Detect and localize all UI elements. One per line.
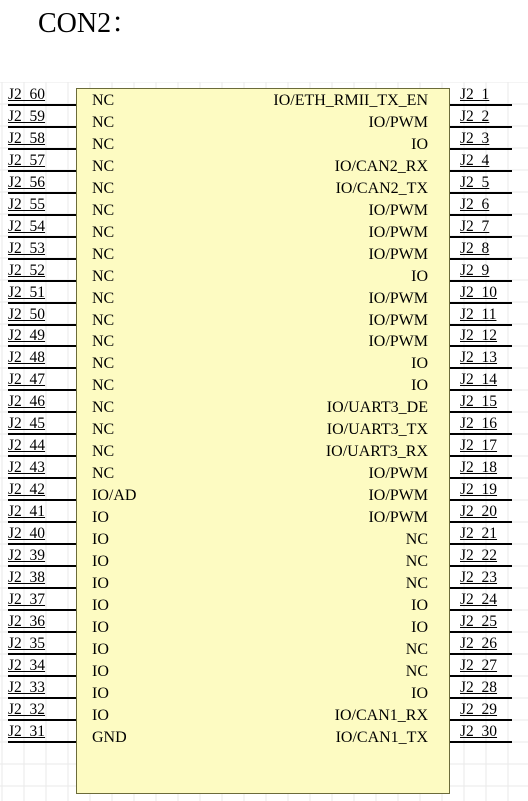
right-pin-line bbox=[450, 258, 512, 260]
left-pin-line bbox=[8, 477, 76, 479]
left-pin-signal: NC bbox=[92, 179, 115, 197]
left-pin-signal: GND bbox=[92, 728, 127, 746]
left-pin-line bbox=[8, 675, 76, 677]
right-pin-number: J2_2 bbox=[460, 107, 490, 125]
right-pin-signal: IO bbox=[411, 267, 428, 285]
left-pin-signal: NC bbox=[92, 245, 115, 263]
left-pin-signal: IO bbox=[92, 684, 109, 702]
right-pin-signal: NC bbox=[405, 574, 428, 592]
left-pin-line bbox=[8, 631, 76, 633]
right-pin-number: J2_24 bbox=[460, 590, 498, 608]
left-pin-line bbox=[8, 236, 76, 238]
left-pin-signal: NC bbox=[92, 113, 115, 131]
left-pin-signal: NC bbox=[92, 465, 115, 483]
left-pin-signal: IO bbox=[92, 552, 109, 570]
right-pin-signal: IO/PWM bbox=[368, 311, 428, 329]
right-pin-line bbox=[450, 587, 512, 589]
left-pin-line bbox=[8, 126, 76, 128]
left-pin-line bbox=[8, 609, 76, 611]
right-pin-number: J2_18 bbox=[460, 459, 498, 477]
right-pin-number: J2_3 bbox=[460, 129, 490, 147]
left-pin-line bbox=[8, 148, 76, 150]
left-pin-line bbox=[8, 104, 76, 106]
right-pin-number: J2_1 bbox=[460, 86, 490, 103]
left-pin-line bbox=[8, 587, 76, 589]
left-pin-number: J2_35 bbox=[8, 634, 46, 652]
right-pin-number: J2_4 bbox=[460, 151, 490, 169]
left-pin-line bbox=[8, 433, 76, 435]
left-pin-line bbox=[8, 345, 76, 347]
left-pin-number: J2_47 bbox=[8, 371, 46, 389]
right-pin-line bbox=[450, 192, 512, 194]
left-pin-number: J2_43 bbox=[8, 459, 46, 477]
left-pin-number: J2_33 bbox=[8, 678, 46, 696]
right-pin-line bbox=[450, 367, 512, 369]
left-pin-signal: IO bbox=[92, 640, 109, 658]
right-pin-signal: IO bbox=[411, 684, 428, 702]
right-pin-number: J2_28 bbox=[460, 678, 498, 696]
right-pin-number: J2_8 bbox=[460, 239, 490, 257]
right-pin-signal: NC bbox=[405, 640, 428, 658]
right-pin-signal: IO/UART3_DE bbox=[326, 399, 428, 417]
right-pin-signal: NC bbox=[405, 662, 428, 680]
left-pin-number: J2_32 bbox=[8, 700, 46, 718]
left-pin-line bbox=[8, 258, 76, 260]
right-pin-signal: IO/PWM bbox=[368, 289, 428, 307]
left-pin-signal: NC bbox=[92, 399, 115, 417]
left-pin-signal: IO bbox=[92, 596, 109, 614]
right-pin-line bbox=[450, 214, 512, 216]
right-pin-line bbox=[450, 631, 512, 633]
left-pin-number: J2_59 bbox=[8, 107, 46, 125]
right-pin-line bbox=[450, 345, 512, 347]
left-pin-line bbox=[8, 302, 76, 304]
right-pin-number: J2_26 bbox=[460, 634, 498, 652]
left-pin-number: J2_58 bbox=[8, 129, 46, 147]
right-pin-number: J2_17 bbox=[460, 437, 498, 455]
left-pin-line bbox=[8, 521, 76, 523]
left-pin-signal: IO bbox=[92, 574, 109, 592]
right-pin-number: J2_5 bbox=[460, 173, 490, 191]
right-pin-number: J2_22 bbox=[460, 546, 498, 564]
right-pin-line bbox=[450, 543, 512, 545]
left-pin-line bbox=[8, 653, 76, 655]
left-pin-signal: IO bbox=[92, 706, 109, 724]
right-pin-signal: IO/ETH_RMII_TX_EN bbox=[273, 92, 428, 109]
left-pin-signal: NC bbox=[92, 267, 115, 285]
left-pin-signal: NC bbox=[92, 157, 115, 175]
right-pin-line bbox=[450, 324, 512, 326]
left-pin-line bbox=[8, 741, 76, 743]
right-pin-signal: IO/CAN2_RX bbox=[334, 157, 428, 175]
right-pin-line bbox=[450, 433, 512, 435]
left-pin-number: J2_53 bbox=[8, 239, 46, 257]
left-pin-line bbox=[8, 389, 76, 391]
left-pin-number: J2_34 bbox=[8, 656, 46, 674]
left-pin-number: J2_38 bbox=[8, 568, 46, 586]
right-pin-number: J2_14 bbox=[460, 371, 498, 389]
left-pin-signal: IO bbox=[92, 618, 109, 636]
left-pin-signal: NC bbox=[92, 333, 115, 351]
left-pin-signal: NC bbox=[92, 421, 115, 439]
left-pin-signal: NC bbox=[92, 443, 115, 461]
connector-title: CON2： bbox=[38, 8, 140, 39]
left-pin-line bbox=[8, 280, 76, 282]
right-pin-number: J2_29 bbox=[460, 700, 498, 718]
left-pin-number: J2_57 bbox=[8, 151, 46, 169]
right-pin-line bbox=[450, 565, 512, 567]
right-pin-signal: IO/PWM bbox=[368, 465, 428, 483]
left-pin-number: J2_50 bbox=[8, 305, 46, 323]
left-pin-number: J2_37 bbox=[8, 590, 46, 608]
left-pin-line bbox=[8, 543, 76, 545]
left-pin-number: J2_36 bbox=[8, 612, 46, 630]
left-pin-signal: NC bbox=[92, 92, 115, 109]
left-pin-number: J2_45 bbox=[8, 415, 46, 433]
left-pin-line bbox=[8, 411, 76, 413]
right-pin-number: J2_10 bbox=[460, 283, 498, 301]
left-pin-line bbox=[8, 499, 76, 501]
right-pin-signal: IO bbox=[411, 355, 428, 373]
left-pin-line bbox=[8, 324, 76, 326]
right-pin-signal: IO/UART3_RX bbox=[325, 443, 428, 461]
left-pin-signal: NC bbox=[92, 135, 115, 153]
right-pin-number: J2_19 bbox=[460, 481, 498, 499]
right-pin-number: J2_13 bbox=[460, 349, 498, 367]
right-pin-signal: IO/PWM bbox=[368, 333, 428, 351]
left-pin-signal: IO/AD bbox=[92, 487, 137, 505]
left-pin-number: J2_40 bbox=[8, 525, 46, 542]
right-pin-signal: IO/CAN2_TX bbox=[335, 179, 428, 197]
left-pin-number: J2_48 bbox=[8, 349, 46, 367]
left-pin-number: J2_46 bbox=[8, 393, 46, 411]
right-pin-number: J2_15 bbox=[460, 393, 498, 411]
right-pin-signal: IO/CAN1_RX bbox=[334, 706, 428, 724]
right-pin-line bbox=[450, 389, 512, 391]
right-pin-line bbox=[450, 675, 512, 677]
right-pin-signal: IO/PWM bbox=[368, 245, 428, 263]
right-pin-signal: IO/PWM bbox=[368, 487, 428, 505]
right-pin-line bbox=[450, 719, 512, 721]
left-pin-signal: NC bbox=[92, 223, 115, 241]
left-pin-signal: NC bbox=[92, 311, 115, 329]
right-pin-signal: IO/PWM bbox=[368, 201, 428, 219]
right-pin-number: J2_23 bbox=[460, 568, 498, 586]
left-pin-signal: IO bbox=[92, 509, 109, 527]
left-pin-line bbox=[8, 367, 76, 369]
left-pin-line bbox=[8, 719, 76, 721]
left-pin-number: J2_39 bbox=[8, 546, 46, 564]
right-pin-line bbox=[450, 741, 512, 743]
right-pin-signal: IO/UART3_TX bbox=[326, 421, 428, 439]
left-pin-line bbox=[8, 565, 76, 567]
left-pin-line bbox=[8, 455, 76, 457]
right-pin-signal: IO/PWM bbox=[368, 509, 428, 527]
right-pin-signal: NC bbox=[405, 552, 428, 570]
right-pin-number: J2_16 bbox=[460, 415, 498, 433]
right-pin-signal: IO/CAN1_TX bbox=[335, 728, 428, 746]
left-pin-line bbox=[8, 192, 76, 194]
right-pin-line bbox=[450, 411, 512, 413]
right-pin-line bbox=[450, 609, 512, 611]
left-pin-signal: IO bbox=[92, 531, 109, 548]
left-pin-line bbox=[8, 697, 76, 699]
right-pin-line bbox=[450, 104, 512, 106]
right-pin-signal: IO/PWM bbox=[368, 223, 428, 241]
left-pin-number: J2_49 bbox=[8, 327, 46, 345]
right-pin-line bbox=[450, 697, 512, 699]
left-pin-number: J2_44 bbox=[8, 437, 46, 455]
right-pin-line bbox=[450, 302, 512, 304]
left-pin-line bbox=[8, 170, 76, 172]
left-pin-number: J2_60 bbox=[8, 86, 46, 103]
right-pin-signal: NC bbox=[405, 531, 428, 548]
right-pin-number: J2_9 bbox=[460, 261, 490, 279]
right-pin-number: J2_11 bbox=[460, 305, 497, 323]
right-pin-signal: IO/PWM bbox=[368, 113, 428, 131]
right-pin-number: J2_25 bbox=[460, 612, 498, 630]
left-pin-line bbox=[8, 214, 76, 216]
left-pin-number: J2_31 bbox=[8, 722, 46, 740]
left-pin-number: J2_52 bbox=[8, 261, 46, 279]
left-pin-number: J2_56 bbox=[8, 173, 46, 191]
right-pin-signal: IO bbox=[411, 135, 428, 153]
right-pin-line bbox=[450, 477, 512, 479]
right-pin-number: J2_12 bbox=[460, 327, 498, 345]
left-pin-signal: NC bbox=[92, 355, 115, 373]
right-pin-number: J2_6 bbox=[460, 195, 490, 213]
right-pin-line bbox=[450, 236, 512, 238]
right-pin-signal: IO bbox=[411, 596, 428, 614]
left-pin-signal: NC bbox=[92, 201, 115, 219]
left-pin-signal: IO bbox=[92, 662, 109, 680]
left-pin-number: J2_51 bbox=[8, 283, 46, 301]
left-pin-signal: NC bbox=[92, 289, 115, 307]
right-pin-line bbox=[450, 521, 512, 523]
left-pin-number: J2_54 bbox=[8, 217, 46, 235]
right-pin-number: J2_27 bbox=[460, 656, 498, 674]
right-pin-line bbox=[450, 455, 512, 457]
right-pin-number: J2_30 bbox=[460, 722, 498, 740]
right-pin-signal: IO bbox=[411, 377, 428, 395]
right-pin-line bbox=[450, 653, 512, 655]
left-pin-number: J2_42 bbox=[8, 481, 46, 499]
left-pin-signal: NC bbox=[92, 377, 115, 395]
left-pin-number: J2_41 bbox=[8, 503, 46, 521]
right-pin-number: J2_21 bbox=[460, 525, 498, 542]
right-pin-line bbox=[450, 170, 512, 172]
right-pin-line bbox=[450, 280, 512, 282]
right-pin-number: J2_20 bbox=[460, 503, 498, 521]
right-pin-line bbox=[450, 148, 512, 150]
right-pin-line bbox=[450, 499, 512, 501]
right-pin-line bbox=[450, 126, 512, 128]
right-pin-number: J2_7 bbox=[460, 217, 490, 235]
left-pin-number: J2_55 bbox=[8, 195, 46, 213]
right-pin-signal: IO bbox=[411, 618, 428, 636]
